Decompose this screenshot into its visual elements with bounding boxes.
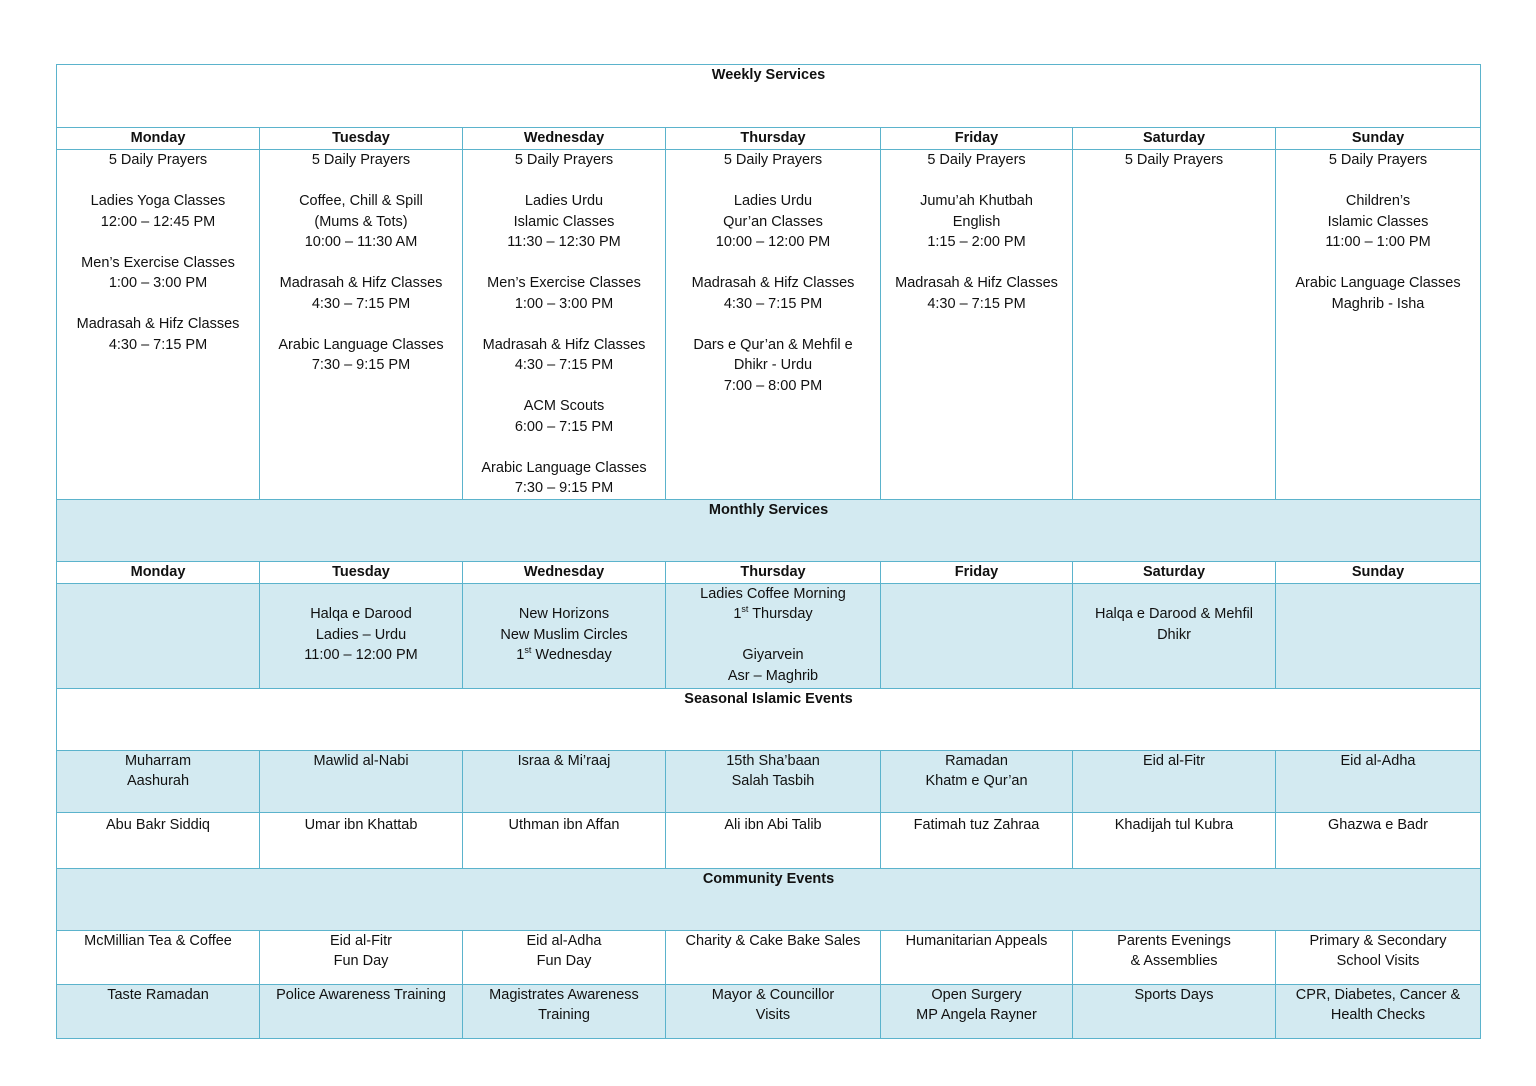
event-line: Sports Days — [1134, 986, 1214, 1003]
spacer — [467, 376, 661, 397]
event-line: Eid al-Fitr — [329, 932, 393, 949]
community-event-cpr-diabetes-cancer — [1276, 984, 1481, 1038]
spacer — [885, 171, 1068, 192]
entry-line: 5 Daily Prayers — [927, 152, 1026, 168]
spacer — [264, 253, 458, 274]
entry-line: Maghrib - Isha — [1331, 295, 1425, 312]
event-line: Abu Bakr Siddiq — [106, 816, 210, 833]
community-event-eid-al-adha — [463, 930, 666, 984]
event-line: Fun Day — [333, 953, 389, 969]
entry-line: Coffee, Chill & Spill — [299, 193, 423, 209]
event-line: MP Angela Rayner — [916, 1007, 1037, 1023]
seasonal-event-mawlid-al-nabi — [260, 750, 463, 812]
entry-line: 10:00 – 11:30 AM — [304, 234, 418, 250]
weekly-day-header-monday: Monday — [57, 128, 260, 150]
event-line: Eid al-Adha — [526, 932, 602, 949]
seasonal-event-khadijah-tul-kubra — [1073, 812, 1276, 868]
entry-line: Islamic Classes — [513, 213, 615, 230]
spacer — [1077, 584, 1271, 605]
event-line: Taste Ramadan — [107, 986, 209, 1003]
seasonal-event-israa-mi-raaj — [463, 750, 666, 812]
weekly-day-header-wednesday: Wednesday — [463, 128, 666, 150]
weekly-cell-thursday — [666, 150, 881, 500]
entry-line: 11:30 – 12:30 PM — [507, 234, 621, 250]
entry-line: (Mums & Tots) — [314, 213, 408, 230]
monthly-day-header-sunday: Sunday — [1276, 561, 1481, 583]
spacer — [885, 253, 1068, 274]
community-event-magistrates-awareness — [463, 984, 666, 1038]
entry-line: Ladies Coffee Morning — [700, 585, 846, 602]
entry-line: 7:00 – 8:00 PM — [723, 377, 823, 394]
event-line: Health Checks — [1330, 1007, 1426, 1023]
entry-line: Arabic Language Classes — [1295, 275, 1461, 291]
seasonal-event-eid-al-fitr — [1073, 750, 1276, 812]
entry-line: 7:30 – 9:15 PM — [311, 357, 411, 373]
entry-line: Madrasah & Hifz Classes — [895, 275, 1058, 291]
entry-line: Qur’an Classes — [723, 213, 823, 230]
entry-line: Ladies Yoga Classes — [90, 193, 226, 209]
spacer — [467, 584, 661, 605]
spacer — [264, 584, 458, 605]
spacer — [1280, 253, 1476, 274]
entry-line: 5 Daily Prayers — [1328, 152, 1428, 168]
community-event-mayor-councillor — [666, 984, 881, 1038]
entry-line: Islamic Classes — [1327, 213, 1429, 230]
monthly-day-header-wednesday: Wednesday — [463, 561, 666, 583]
event-line: 15th Sha’baan — [726, 752, 820, 769]
entry-line: New Horizons — [518, 606, 610, 622]
entry-line: Madrasah & Hifz Classes — [279, 275, 443, 291]
monthly-day-header-thursday: Thursday — [666, 561, 881, 583]
entry-line: Arabic Language Classes — [278, 336, 444, 353]
weekly-day-header-tuesday: Tuesday — [260, 128, 463, 150]
entry-line: Arabic Language Classes — [481, 459, 647, 476]
community-event-police-awareness-training — [260, 984, 463, 1038]
weekly-cell-tuesday — [260, 150, 463, 500]
weekly-cell-saturday — [1073, 150, 1276, 500]
event-line: Khadijah tul Kubra — [1114, 816, 1234, 833]
entry-line: 4:30 – 7:15 PM — [514, 357, 614, 373]
event-line: School Visits — [1336, 953, 1420, 969]
weekly-cell-wednesday — [463, 150, 666, 500]
community-event-parents-evenings — [1073, 930, 1276, 984]
event-line: & Assemblies — [1130, 953, 1218, 969]
weekly-cell-friday — [881, 150, 1073, 500]
entry-line: 4:30 – 7:15 PM — [723, 295, 823, 312]
community-event-charity-cake-bake-sales — [666, 930, 881, 984]
event-line: Police Awareness Training — [276, 986, 446, 1003]
community-section-title: Community Events — [57, 868, 1481, 930]
entry-line: Madrasah & Hifz Classes — [76, 316, 240, 332]
event-line: Ali ibn Abi Talib — [724, 816, 822, 833]
seasonal-event-uthman-ibn-affan — [463, 812, 666, 868]
ordinal-number: 1 — [516, 647, 525, 663]
entry-line: Ladies – Urdu — [315, 626, 407, 643]
services-timetable — [56, 64, 1481, 1039]
community-event-eid-al-fitr — [260, 930, 463, 984]
entry-line: 5 Daily Prayers — [1124, 152, 1224, 168]
seasonal-section-title: Seasonal Islamic Events — [57, 688, 1481, 750]
community-event-primary-secondary — [1276, 930, 1481, 984]
entry-line: ACM Scouts — [523, 398, 605, 414]
entry-line: 4:30 – 7:15 PM — [311, 295, 411, 312]
entry-line: Men’s Exercise Classes — [487, 275, 641, 291]
seasonal-event-fatimah-tuz-zahraa — [881, 812, 1073, 868]
weekly-day-header-thursday: Thursday — [666, 128, 881, 150]
entry-line: Giyarvein — [742, 647, 804, 663]
event-line: Muharram — [124, 752, 192, 769]
seasonal-event-ali-ibn-abi-talib — [666, 812, 881, 868]
event-line: Mawlid al-Nabi — [313, 752, 409, 769]
weekly-day-header-saturday: Saturday — [1073, 128, 1276, 150]
event-line: Ghazwa e Badr — [1328, 816, 1428, 833]
entry-line: 6:00 – 7:15 PM — [514, 418, 614, 435]
monthly-day-header-monday: Monday — [57, 561, 260, 583]
monthly-day-header-saturday: Saturday — [1073, 561, 1276, 583]
spacer — [264, 171, 458, 192]
entry-line: 12:00 – 12:45 PM — [100, 213, 216, 230]
entry-line: English — [952, 213, 1001, 230]
event-line: Uthman ibn Affan — [508, 816, 620, 833]
spacer — [467, 171, 661, 192]
community-event-humanitarian-appeals — [881, 930, 1073, 984]
spacer — [467, 437, 661, 458]
entry-line: 1:00 – 3:00 PM — [514, 295, 614, 312]
monthly-cell-tuesday — [260, 583, 463, 688]
community-event-sports-days — [1073, 984, 1276, 1038]
spacer — [467, 314, 661, 335]
entry-line: 4:30 – 7:15 PM — [927, 295, 1026, 312]
event-line: Ramadan — [945, 752, 1008, 769]
entry-line: 10:00 – 12:00 PM — [715, 234, 831, 250]
event-line: Primary & Secondary — [1309, 932, 1447, 949]
entry-line: 7:30 – 9:15 PM — [514, 480, 614, 496]
event-line: Umar ibn Khattab — [304, 816, 418, 833]
spacer — [670, 171, 876, 192]
spacer — [670, 314, 876, 335]
event-line: Magistrates Awareness — [489, 986, 639, 1003]
event-line: Fatimah tuz Zahraa — [913, 816, 1040, 833]
seasonal-event-ghazwa-e-badr — [1276, 812, 1481, 868]
entry-line: Ladies Urdu — [524, 193, 604, 209]
event-line: Charity & Cake Bake Sales — [685, 932, 861, 949]
spacer — [1280, 171, 1476, 192]
ordinal-suffix: st — [741, 604, 749, 615]
ordinal-line — [670, 604, 876, 625]
spacer — [885, 584, 1068, 605]
entry-line: 5 Daily Prayers — [514, 152, 614, 168]
weekly-day-header-sunday: Sunday — [1276, 128, 1481, 150]
monthly-section-title: Monthly Services — [57, 499, 1481, 561]
entry-line: Jumu’ah Khutbah — [920, 193, 1033, 209]
monthly-cell-friday — [881, 583, 1073, 688]
ordinal-line — [467, 645, 661, 666]
entry-line: 1:00 – 3:00 PM — [108, 275, 208, 291]
ordinal-suffix: st — [524, 645, 532, 656]
entry-line: Dhikr - Urdu — [733, 357, 813, 373]
community-event-mcmillian-tea-coffee — [57, 930, 260, 984]
entry-line: 5 Daily Prayers — [108, 152, 208, 168]
event-line: Visits — [755, 1007, 791, 1023]
weekly-cell-monday — [57, 150, 260, 500]
monthly-cell-sunday — [1276, 583, 1481, 688]
seasonal-event-umar-ibn-khattab — [260, 812, 463, 868]
weekly-day-header-friday: Friday — [881, 128, 1073, 150]
entry-line: Dhikr — [1157, 626, 1191, 643]
entry-line: 5 Daily Prayers — [723, 152, 823, 168]
event-line: Mayor & Councillor — [711, 986, 835, 1003]
ordinal-number: 1 — [733, 606, 742, 622]
event-line: Israa & Mi’raaj — [517, 752, 611, 769]
community-event-taste-ramadan — [57, 984, 260, 1038]
monthly-day-header-tuesday: Tuesday — [260, 561, 463, 583]
event-line: Training — [538, 1007, 590, 1023]
spacer — [61, 584, 255, 605]
entry-line: Children’s — [1345, 193, 1411, 209]
spacer — [264, 314, 458, 335]
ordinal-text: Thursday — [748, 606, 813, 622]
spacer — [61, 232, 255, 253]
event-line: CPR, Diabetes, Cancer & — [1295, 986, 1461, 1003]
entry-line: 11:00 – 12:00 PM — [304, 647, 418, 663]
seasonal-event-abu-bakr-siddiq — [57, 812, 260, 868]
monthly-day-header-friday: Friday — [881, 561, 1073, 583]
seasonal-event-ramadan — [881, 750, 1073, 812]
entry-line: Dars e Qur’an & Mehfil e — [693, 336, 853, 353]
ordinal-text: Wednesday — [531, 647, 612, 663]
event-line: Humanitarian Appeals — [905, 932, 1048, 949]
event-line: Salah Tasbih — [731, 773, 815, 789]
entry-line: 1:15 – 2:00 PM — [927, 234, 1026, 250]
monthly-cell-wednesday — [463, 583, 666, 688]
spacer — [670, 625, 876, 646]
event-line: Aashurah — [126, 773, 190, 789]
event-line: Eid al-Fitr — [1142, 752, 1206, 769]
spacer — [61, 171, 255, 192]
entry-line: Men’s Exercise Classes — [81, 254, 235, 271]
event-line: Open Surgery — [931, 986, 1022, 1003]
entry-line: Ladies Urdu — [733, 193, 813, 209]
event-line: McMillian Tea & Coffee — [84, 932, 232, 949]
spacer — [1280, 584, 1476, 605]
event-line: Fun Day — [536, 953, 592, 969]
event-line: Eid al-Adha — [1340, 752, 1416, 769]
spacer — [670, 253, 876, 274]
monthly-cell-monday — [57, 583, 260, 688]
entry-line: Madrasah & Hifz Classes — [691, 275, 855, 291]
entry-line: 4:30 – 7:15 PM — [108, 336, 208, 353]
weekly-cell-sunday — [1276, 150, 1481, 500]
entry-line: Halqa e Darood & Mehfil — [1095, 606, 1253, 622]
monthly-cell-thursday — [666, 583, 881, 688]
entry-line: 5 Daily Prayers — [311, 152, 411, 168]
seasonal-event-eid-al-adha — [1276, 750, 1481, 812]
monthly-cell-saturday — [1073, 583, 1276, 688]
event-line: Khatm e Qur’an — [925, 773, 1028, 789]
entry-line: 11:00 – 1:00 PM — [1325, 234, 1431, 250]
event-line: Parents Evenings — [1117, 932, 1231, 949]
spacer — [61, 294, 255, 315]
entry-line: Madrasah & Hifz Classes — [482, 336, 646, 353]
entry-line: Halqa e Darood — [310, 606, 412, 622]
entry-line: Asr – Maghrib — [727, 667, 819, 684]
seasonal-event-15th-sha-baan — [666, 750, 881, 812]
weekly-section-title: Weekly Services — [57, 65, 1481, 128]
spacer — [467, 253, 661, 274]
entry-line: New Muslim Circles — [500, 626, 628, 643]
seasonal-event-muharram — [57, 750, 260, 812]
community-event-open-surgery — [881, 984, 1073, 1038]
